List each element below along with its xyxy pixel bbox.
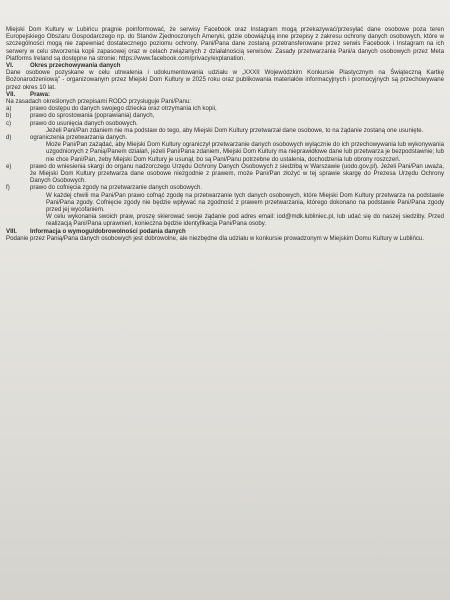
intro-paragraph: Miejski Dom Kultury w Lubińcu pragnie poinformować, że serwisy Facebook oraz Instagram mogą przekazywać/przesyłać dane osobowe poza teren Europejskiego Obszaru Gospodarczego np. do Stanów Zjednoczonych Ameryki, gdzie obowiązują inne przepisy z zakresu ochrony danych osobowych, które w szczególności mogą nie zapewniać dostatecznego poziomu ochrony. Pani/Pana dane zostaną przetransferowane przez serwis Facebook i Instagram na ich serwery w celu stworzenia kopii zapasowej oraz w celach związanych z działalnością serwisów. Zasady przetwarzania Pani/a danych osobowych przez Meta Platforms Ireland są dostępne na stronie: https://www.facebook.com/privacy/explanation. [6,26,444,62]
list-item-text: prawo do sprostowania (poprawiania) danych, [30,112,155,120]
list-item-text: ograniczenia przetwarzania danych. [30,134,128,142]
section-title: Okres przechowywania danych [30,62,121,70]
list-item [6,134,444,141]
right-c-note: Jeżeli Pani/Pan zdaniem nie ma podstaw do tego, aby Miejski Dom Kultury przetwarzał dane osobowe, to na żądanie zostaną one usunięte. [46,126,424,134]
document-content [6,26,444,242]
right-f-note-2: W celu wykonania swoich praw, proszę skierować swoje żądanie pod adres email: iod@mdk.lubliniec.pl, lub udać się do naszej siedziby. Przed realizacją Pani/Pana uprawnień, konieczna będzie identyfikacja Pani/Pana osoby. [46,213,444,228]
section-number: VII. [6,90,16,98]
section-number: VIII. [6,227,17,235]
section-8-heading [6,228,444,235]
list-letter: f) [6,184,10,192]
list-item-text: prawo dostępu do danych swojego dziecka oraz otrzymania ich kopii, [30,105,217,113]
list-item-text: prawo do wniesienia skargi do organu nadzorczego Urzędu Ochrony Danych Osobowych z siedzibą w Warszawie (uodo.gov.pl). Jeżeli Pani/Pan uważa, że Miejski Dom Kultury przetwarza dane osobowe niezgodnie z prawem, może Pani/Pan złożyć w tej sprawie skargę do Prezesa Urzędu Ochrony Danych Osobowych. [30,162,444,185]
section-6-text: Dane osobowe pozyskane w celu utrwalenia i udokumentowania udziału w „XXXII Wojewódzkim Konkursie Plastycznym na Świąteczną Kartkę Bożonarodzeniową" - organizowanym przez Miejski Dom Kultury w 2025 roku oraz publikowania materiałów informacyjnych i promocyjnych są przechowywane przez okres 10 lat. [6,69,444,91]
list-letter: c) [6,119,12,127]
list-letter: a) [6,105,12,113]
list-item [6,120,444,127]
list-item-text: prawo do usunięcia danych osobowych. [30,119,138,127]
list-letter: d) [6,134,12,142]
list-item [6,105,444,112]
section-8-text: Podanie przez Panią/Pana danych osobowych jest dobrowolne, ale niezbędne dla udziału w konkursie prowadzonym w Miejskim Domu Kultury w Lublińcu. [6,234,424,242]
right-f-note-1: W każdej chwili ma Pani/Pan prawo cofnąć zgodę na przetwarzanie tych danych osobowych, które Miejski Dom Kultury przetwarza na podstawie Pani/Pana zgody. Cofnięcie zgody nie będzie wpływać na zgodność z prawem przetwarzania, którego dokonano na podstawie Pani/Pana zgody przed jej wycofaniem. [46,191,444,214]
section-7-heading [6,91,444,98]
list-item [6,112,444,119]
rights-list [6,105,444,227]
list-letter: b) [6,112,12,120]
list-item [6,163,444,185]
section-7-lead: Na zasadach określonych przepisami RODO przysługuje Pani/Panu: [6,98,191,106]
section-number: VI. [6,62,14,70]
list-item-text: prawo do cofnięcia zgody na przetwarzanie danych osobowych. [30,184,203,192]
list-letter: e) [6,162,12,170]
right-d-note: Może Pani/Pan zażądać, aby Miejski Dom Kultury ograniczył przetwarzanie danych osobowych wyłącznie do ich przechowywania lub wykonywania uzgodnionych z Panią/Panem działań, jeżeli Pani/Pana zdaniem, Miejski Dom Kultury ma nieprawidłowe dane lub przetwarza je bezpodstawnie; lub nie chce Pani/Pan, żeby Miejski Dom Kultury je usunął, bo są Pani/Panu potrzebne do ustalenia, dochodzenia lub obrony roszczeń. [46,141,445,163]
list-item [6,184,444,191]
section-title: Informacja o wymogu/dobrowolności podania danych [30,227,186,235]
section-title: Prawa: [30,90,50,98]
